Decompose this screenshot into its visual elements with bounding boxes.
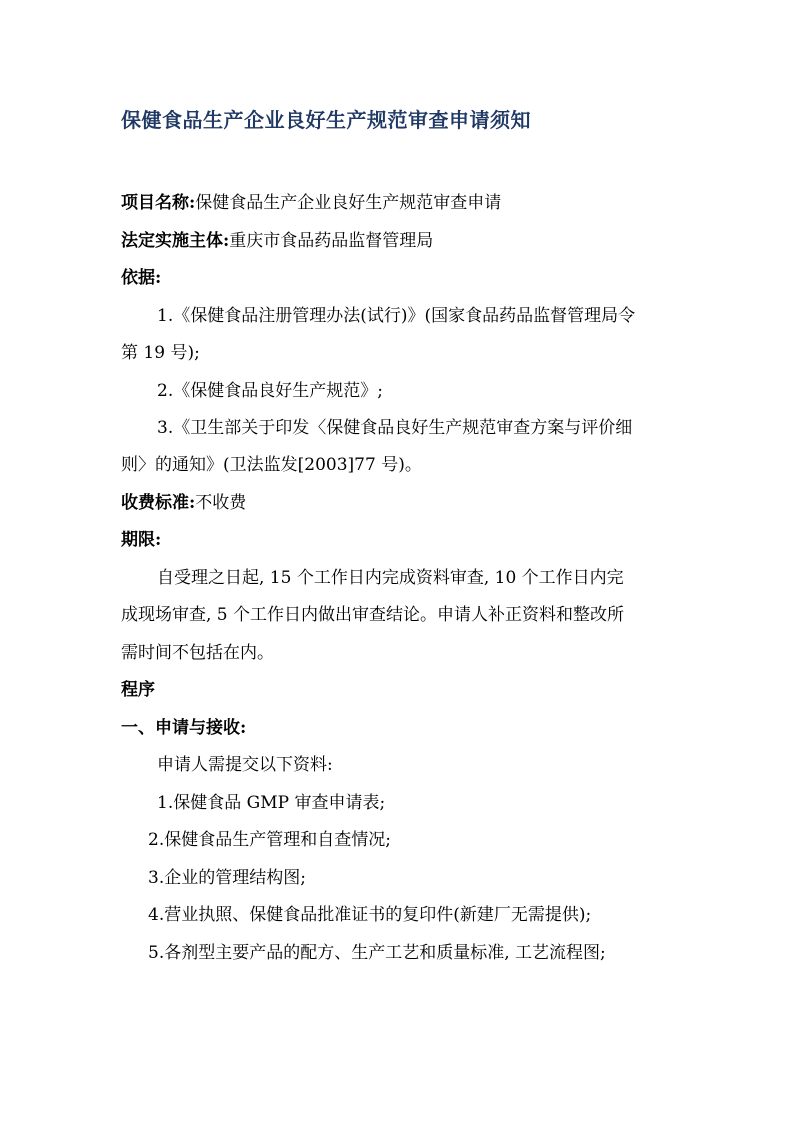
- period-line-1: 自受理之日起, 15 个工作日内完成资料审查, 10 个工作日内完: [157, 568, 624, 588]
- basis-item-3-line1: 3.《卫生部关于印发〈保健食品良好生产规范审查方案与评价细: [157, 418, 633, 438]
- material-item-4: 4.营业执照、保健食品批准证书的复印件(新建厂无需提供);: [148, 905, 592, 925]
- basis-item-1-line1: 1.《保健食品注册管理办法(试行)》(国家食品药品监督管理局令: [157, 306, 636, 326]
- page-title: 保健食品生产企业良好生产规范审查申请须知: [121, 108, 531, 132]
- fee-value: 不收费: [195, 493, 247, 513]
- project-name-value: 保健食品生产企业良好生产规范审查申请: [195, 193, 502, 213]
- fee-label: 收费标准:: [121, 493, 196, 513]
- authority-label: 法定实施主体:: [121, 231, 230, 251]
- period-line-2: 成现场审查, 5 个工作日内做出审查结论。申请人补正资料和整改所: [121, 605, 625, 625]
- period-line-3: 需时间不包括在内。: [121, 643, 274, 663]
- material-item-1: 1.保健食品 GMP 审查申请表;: [157, 793, 386, 813]
- basis-label: 依据:: [121, 268, 162, 288]
- basis-item-1-line2: 第 19 号);: [121, 343, 200, 363]
- authority-value: 重庆市食品药品监督管理局: [229, 231, 434, 251]
- material-item-3: 3.企业的管理结构图;: [148, 868, 306, 888]
- material-item-2: 2.保健食品生产管理和自查情况;: [148, 830, 391, 850]
- basis-item-3-line2: 则〉的通知》(卫法监发[2003]77 号)。: [121, 455, 422, 475]
- basis-item-2: 2.《保健食品良好生产规范》;: [157, 381, 383, 401]
- materials-intro: 申请人需提交以下资料:: [157, 755, 333, 775]
- project-name-row: [121, 191, 501, 215]
- period-label: 期限:: [121, 530, 162, 550]
- fee-row: [121, 491, 246, 515]
- project-name-label: 项目名称:: [121, 193, 196, 213]
- authority-row: [121, 229, 433, 253]
- step1-heading: 一、申请与接收:: [121, 718, 247, 738]
- material-item-5: 5.各剂型主要产品的配方、生产工艺和质量标准, 工艺流程图;: [148, 943, 606, 963]
- procedure-label: 程序: [121, 680, 155, 700]
